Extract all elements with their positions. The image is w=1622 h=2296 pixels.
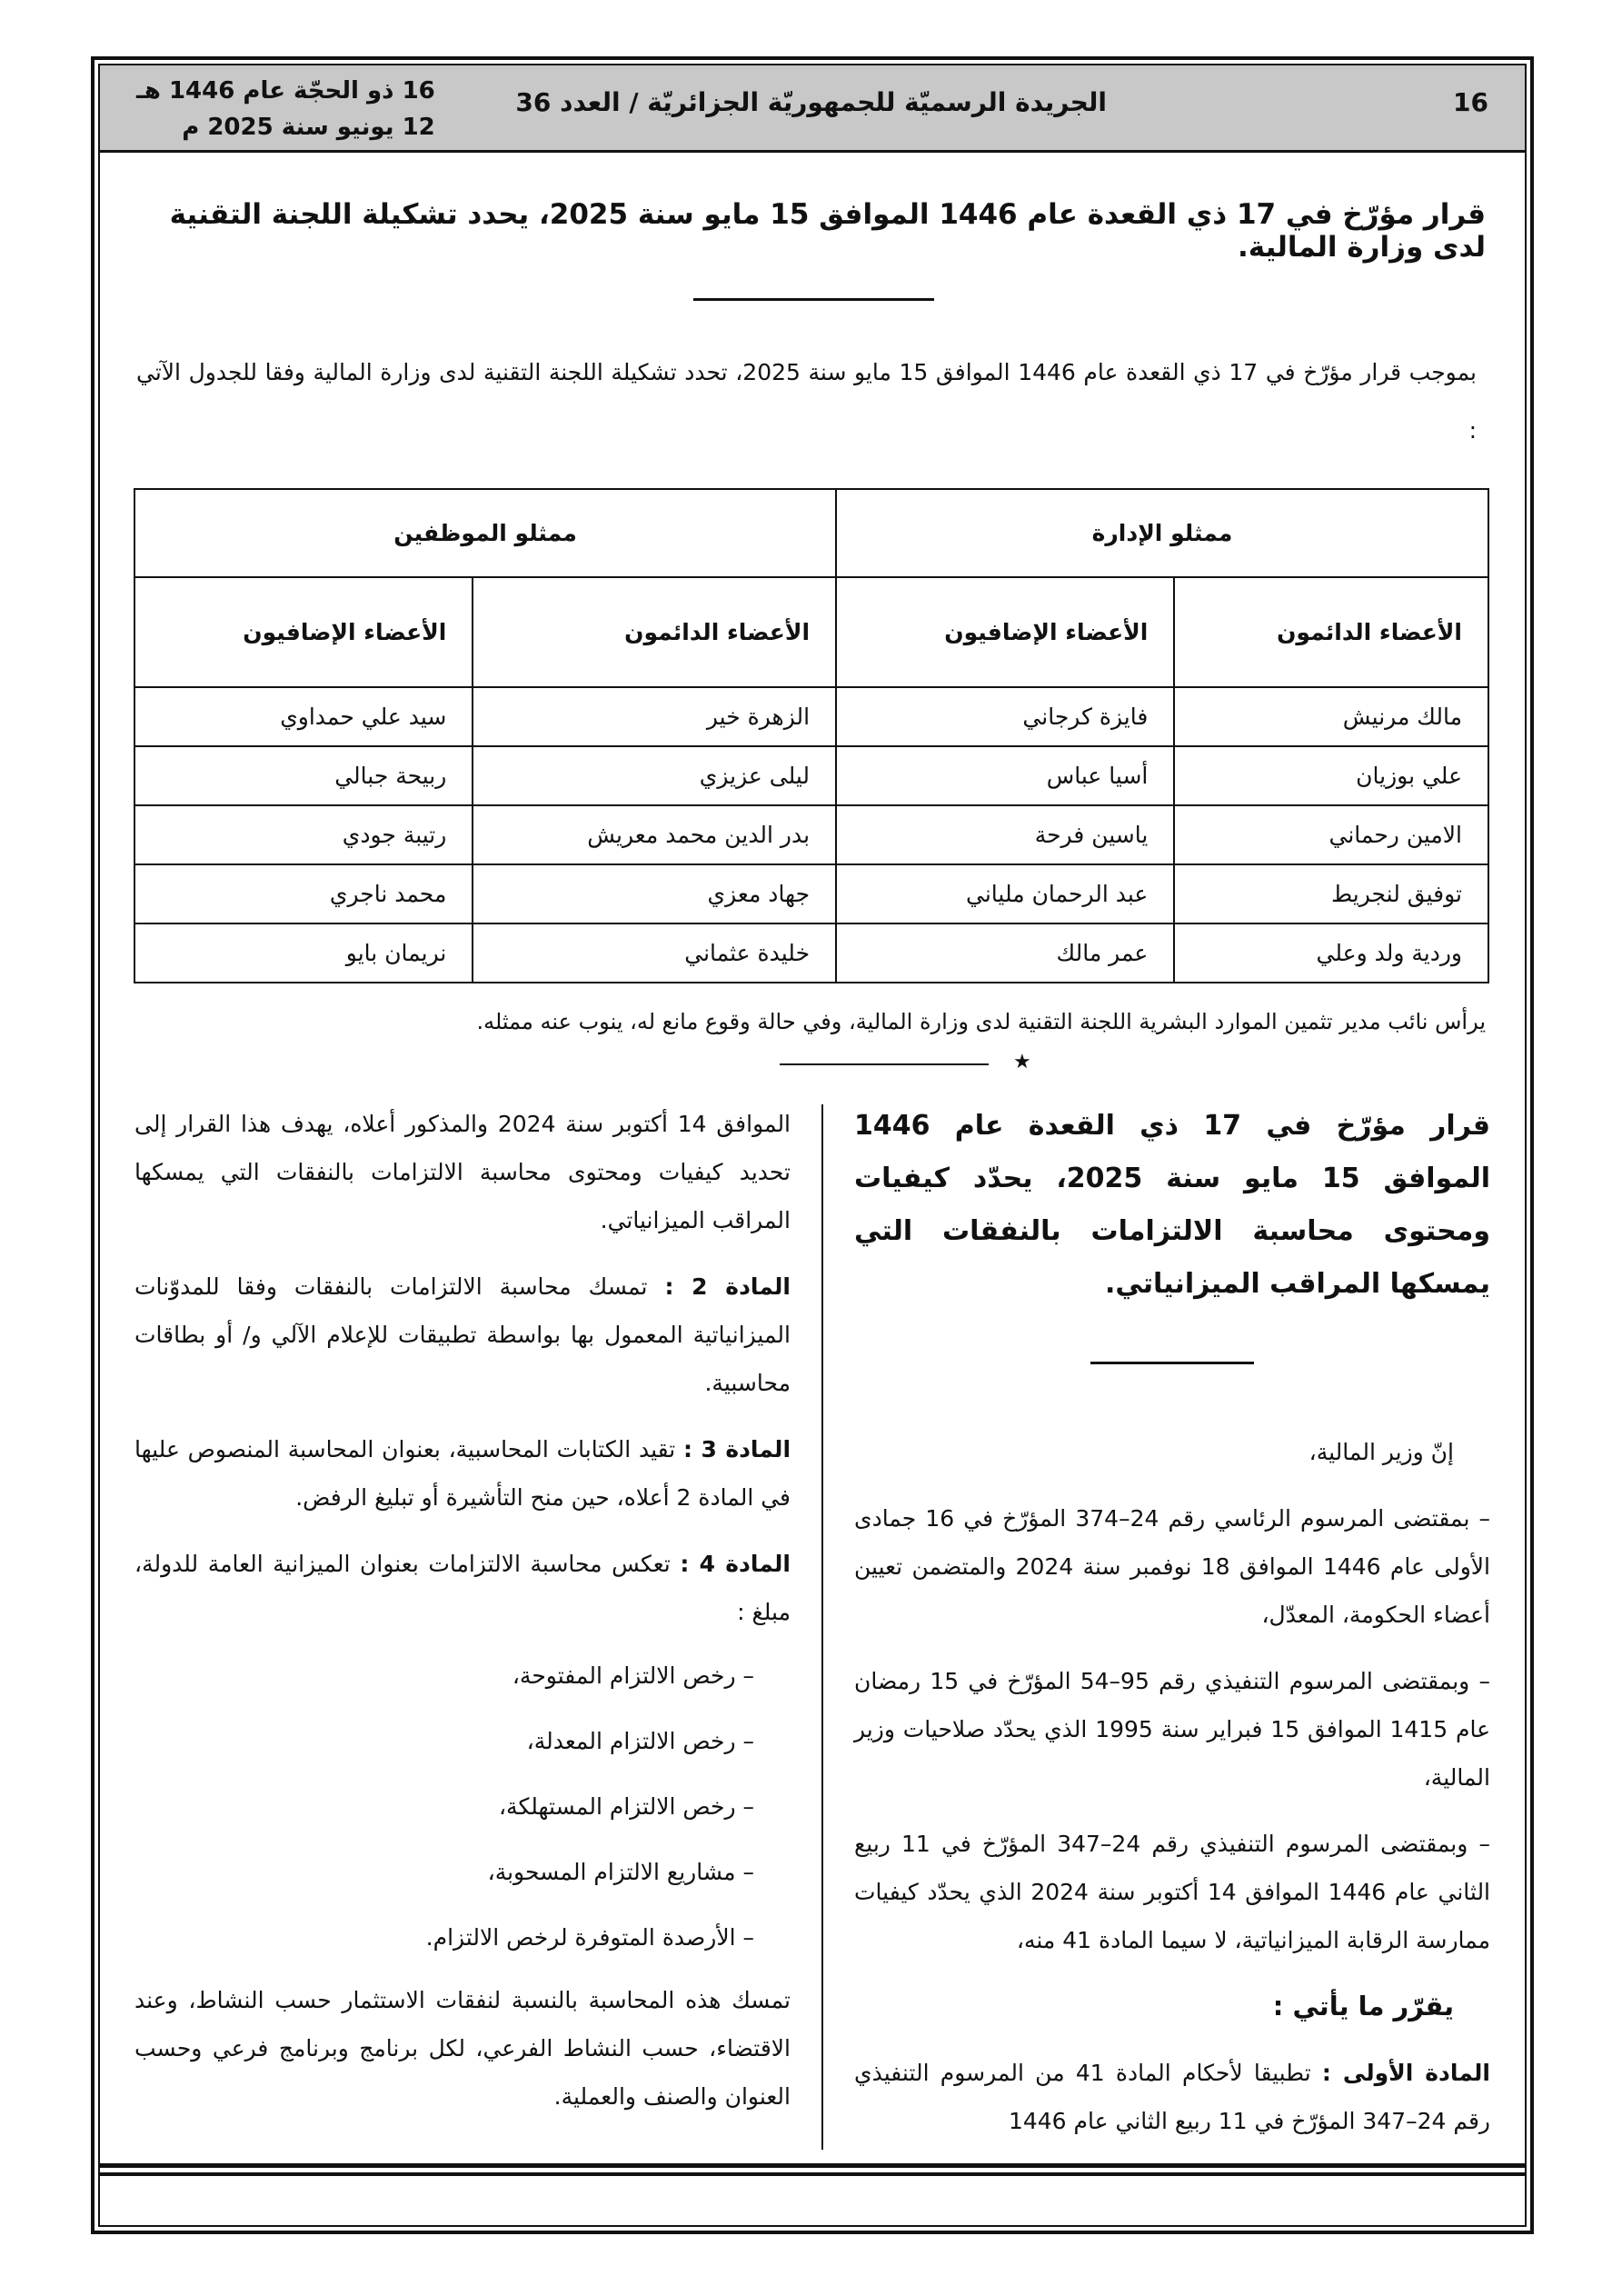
column-header: الأعضاء الدائمون <box>1174 577 1488 687</box>
column-divider <box>821 1104 823 2150</box>
date-hijri: 16 ذو الحجّة عام 1446 هـ <box>136 77 435 105</box>
decides-heading: يقرّر ما يأتي : <box>1272 1991 1454 2021</box>
member-name: الامين رحماني <box>1174 805 1488 864</box>
group-header: ممثلو الإدارة <box>836 489 1488 577</box>
date-gregorian: 12 يونيو سنة 2025 م <box>182 114 435 141</box>
decision2-title: قرار مؤرّخ في 17 ذي القعدة عام 1446 الموافق 15 مايو سنة 2025، يحدّد كيفيات ومحتوى محاسبة الالتزامات بالنفقات التي يمسكها المراقب الميزانياتي. <box>854 1110 1490 1300</box>
member-name: عمر مالك <box>836 923 1174 983</box>
consideration: – بمقتضى المرسوم الرئاسي رقم 24–374 المؤرّخ في 16 جمادى الأولى عام 1446 الموافق 18 نوفمبر سنة 2024 والمتضمن تعيين أعضاء الحكومة، المعدّل، <box>854 1505 1491 1628</box>
member-name: ربيحة جبالي <box>134 746 473 805</box>
member-name: فايزة كرجاني <box>836 687 1174 746</box>
gazette-header <box>100 65 1525 153</box>
separator-rule <box>1090 1362 1254 1364</box>
member-name: توفيق لنجريط <box>1174 864 1488 923</box>
separator-rule <box>693 298 934 301</box>
decision1-intro: بموجب قرار مؤرّخ في 17 ذي القعدة عام 1446 الموافق 15 مايو سنة 2025، تحدد تشكيلة اللجنة التقنية لدى وزارة المالية وفقا للجدول الآتي : <box>136 359 1478 444</box>
gazette-title: الجريدة الرسميّة للجمهوريّة الجزائريّة / العدد 36 <box>515 87 1107 117</box>
page-number: 16 <box>1453 87 1488 117</box>
member-name: ياسين فرحة <box>836 805 1174 864</box>
member-name: خليدة عثماني <box>473 923 836 983</box>
member-name: عبد الرحمان ملياني <box>836 864 1174 923</box>
list-item: – الأرصدة المتوفرة لرخص الالتزام. <box>425 1924 754 1951</box>
table-row <box>134 687 1488 746</box>
article3-label: المادة 3 : <box>682 1436 791 1462</box>
member-name: مالك مرنيش <box>1174 687 1488 746</box>
article1-text: تطبيقا لأحكام المادة 41 من المرسوم التنفيذي رقم 24–347 المؤرّخ في 11 ربيع الثاني عام 1446 <box>854 2060 1490 2134</box>
column-header: الأعضاء الإضافيون <box>836 577 1174 687</box>
decision1-title: قرار مؤرّخ في 17 ذي القعدة عام 1446 الموافق 15 مايو سنة 2025، يحدد تشكيلة اللجنة التقنية لدى وزارة المالية. <box>169 198 1486 264</box>
member-name: سيد علي حمداوي <box>134 687 473 746</box>
consideration: – وبمقتضى المرسوم التنفيذي رقم 95–54 المؤرّخ في 15 رمضان عام 1415 الموافق 15 فبراير سنة 1995 الذي يحدّد صلاحيات وزير المالية، <box>854 1668 1490 1791</box>
list-item: – مشاريع الالتزام المسحوبة، <box>487 1859 754 1885</box>
member-name: جهاد معزي <box>473 864 836 923</box>
issue-date <box>136 73 435 145</box>
right-column <box>854 1100 1490 2163</box>
decision1-footnote: يرأس نائب مدير تثمين الموارد البشرية اللجنة التقنية لدى وزارة المالية، وفي حالة وقوع مانع له، ينوب عنه ممثله. <box>476 1009 1486 1034</box>
table-row <box>134 864 1488 923</box>
member-name: محمد ناجري <box>134 864 473 923</box>
member-name: الزهرة خير <box>473 687 836 746</box>
article4-text: تعكس محاسبة الالتزامات بعنوان الميزانية العامة للدولة، مبلغ : <box>134 1551 791 1625</box>
table-row <box>134 805 1488 864</box>
bottom-rule <box>100 2172 1525 2176</box>
table-row <box>134 923 1488 983</box>
article1-continued: الموافق 14 أكتوبر سنة 2024 والمذكور أعلاه، يهدف هذا القرار إلى تحديد كيفيات ومحتوى محاسبة الالتزامات بالنفقات التي يمسكها المراقب الميزانياتي. <box>134 1111 791 1233</box>
column-header: الأعضاء الإضافيون <box>134 577 473 687</box>
bottom-rule <box>100 2163 1525 2168</box>
article1-label: المادة الأولى : <box>1321 2060 1490 2086</box>
member-name: وردية ولد وعلي <box>1174 923 1488 983</box>
list-item: – رخص الالتزام المفتوحة، <box>512 1662 754 1689</box>
article2-label: المادة 2 : <box>664 1273 791 1300</box>
separator-rule <box>780 1063 989 1065</box>
closing-paragraph: تمسك هذه المحاسبة بالنسبة لنفقات الاستثمار حسب النشاط، وعند الاقتضاء، حسب النشاط الفرعي، لكل برنامج وبرنامج فرعي وحسب العنوان والصنف والعملية. <box>134 1987 791 2110</box>
left-column <box>134 1100 791 2139</box>
article2-text: تمسك محاسبة الالتزامات بالنفقات وفقا للمدوّنات الميزانياتية المعمول بها بواسطة تطبيقات للإعلام الآلي و/ أو بطاقات محاسبية. <box>134 1273 791 1396</box>
member-name: علي بوزيان <box>1174 746 1488 805</box>
article4-label: المادة 4 : <box>680 1551 791 1577</box>
member-name: نريمان بايو <box>134 923 473 983</box>
committee-table <box>134 488 1489 983</box>
member-name: ليلى عزيزي <box>473 746 836 805</box>
member-name: بدر الدين محمد معريش <box>473 805 836 864</box>
consideration: – وبمقتضى المرسوم التنفيذي رقم 24–347 المؤرّخ في 11 ربيع الثاني عام 1446 الموافق 14 أكتوبر سنة 2024 الذي يحدّد كيفيات ممارسة الرقابة الميزانياتية، لا سيما المادة 41 منه، <box>854 1831 1491 1953</box>
list-item: – رخص الالتزام المستهلكة، <box>498 1793 754 1820</box>
star-ornament: ★ <box>1013 1051 1031 1073</box>
table-row <box>134 746 1488 805</box>
column-header: الأعضاء الدائمون <box>473 577 836 687</box>
member-name: رتيبة جودي <box>134 805 473 864</box>
list-item: – رخص الالتزام المعدلة، <box>526 1728 754 1754</box>
member-name: أسيا عباس <box>836 746 1174 805</box>
article3-text: تقيد الكتابات المحاسبية، بعنوان المحاسبة المنصوص عليها في المادة 2 أعلاه، حين منح التأشيرة أو تبليغ الرفض. <box>134 1436 791 1511</box>
minister: إنّ وزير المالية، <box>1309 1439 1454 1465</box>
group-header: ممثلو الموظفين <box>134 489 836 577</box>
